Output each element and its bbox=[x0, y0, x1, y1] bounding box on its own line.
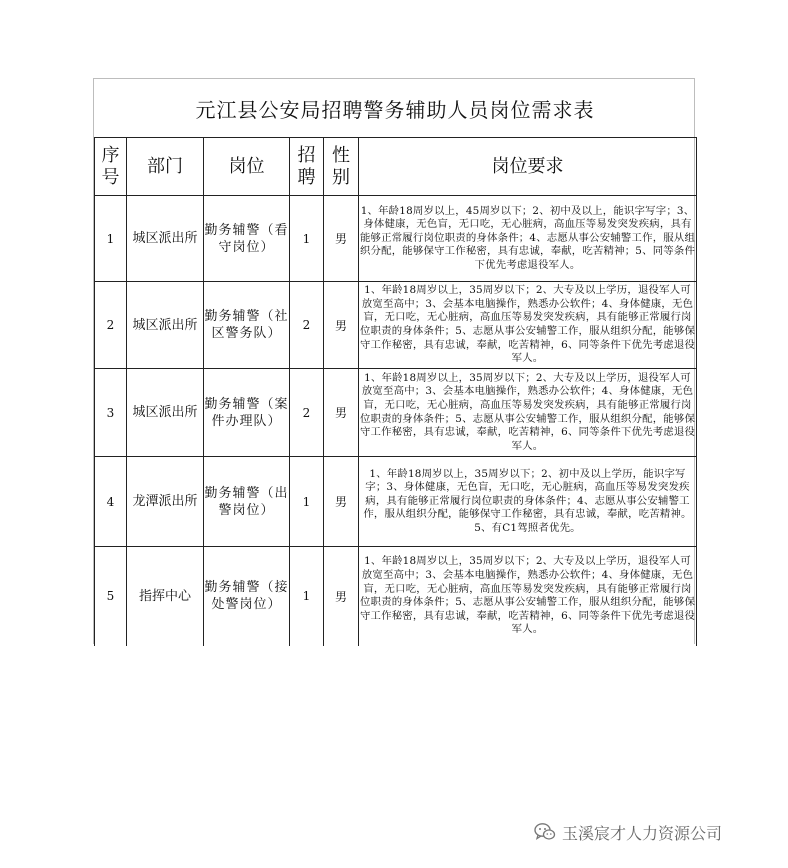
cell-requirements: 1、年龄18周岁以上，35周岁以下；2、初中及以上学历，能识字写字；3、身体健康，无色盲，无口吃，无心脏病，高血压等易发突发疾病，具有能够正常履行岗位职责的身体条件；4、志愿从事公安辅警工作，服从组织分配，能够保守工作秘密，具有忠诚，奉献，吃苦精神。5、有C1驾照者优先。 bbox=[359, 457, 697, 547]
header-dept: 部门 bbox=[127, 138, 204, 196]
cell-position: 勤务辅警（看守岗位） bbox=[204, 196, 290, 282]
cell-sex: 男 bbox=[324, 547, 359, 646]
cell-no: 1 bbox=[95, 196, 127, 282]
cell-no: 3 bbox=[95, 369, 127, 457]
cell-count: 2 bbox=[290, 369, 324, 457]
cell-no: 2 bbox=[95, 282, 127, 369]
table-row bbox=[95, 196, 697, 282]
cell-sex: 男 bbox=[324, 369, 359, 457]
watermark-text: 玉溪宸才人力资源公司 bbox=[562, 823, 723, 843]
cell-dept: 城区派出所 bbox=[127, 369, 204, 457]
table-row bbox=[95, 282, 697, 369]
cell-count: 1 bbox=[290, 196, 324, 282]
cell-requirements: 1、年龄18周岁以上，35周岁以下；2、大专及以上学历，退役军人可放宽至高中；3、会基本电脑操作，熟悉办公软件；4、身体健康，无色盲，无口吃，无心脏病，高血压等易发突发疾病，具有能够正常履行岗位职责的身体条件；5、志愿从事公安辅警工作，服从组织分配，能够保守工作秘密，具有忠诚，奉献，吃苦精神，6、同等条件下优先考虑退役军人。 bbox=[359, 282, 697, 369]
header-recruit: 招聘 bbox=[290, 138, 324, 196]
cell-position: 勤务辅警（出警岗位） bbox=[204, 457, 290, 547]
cell-position: 勤务辅警（案件办理队） bbox=[204, 369, 290, 457]
table-header-row bbox=[95, 138, 697, 196]
watermark bbox=[534, 820, 722, 844]
cell-sex: 男 bbox=[324, 457, 359, 547]
cell-position: 勤务辅警（社区警务队） bbox=[204, 282, 290, 369]
cell-no: 4 bbox=[95, 457, 127, 547]
table-row bbox=[95, 369, 697, 457]
document-title: 元江县公安局招聘警务辅助人员岗位需求表 bbox=[195, 97, 595, 122]
table-row bbox=[95, 457, 697, 547]
cell-no: 5 bbox=[95, 547, 127, 646]
header-position: 岗位 bbox=[204, 138, 290, 196]
header-sex: 性别 bbox=[324, 138, 359, 196]
cell-requirements: 1、年龄18周岁以上，35周岁以下；2、大专及以上学历，退役军人可放宽至高中；3、会基本电脑操作，熟悉办公软件；4、身体健康，无色盲，无口吃，无心脏病，高血压等易发突发疾病，具有能够正常履行岗位职责的身体条件；5、志愿从事公安辅警工作，服从组织分配，能够保守工作秘密，具有忠诚，奉献，吃苦精神，6、同等条件下优先考虑退役军人。 bbox=[359, 547, 697, 646]
cell-dept: 指挥中心 bbox=[127, 547, 204, 646]
cell-position: 勤务辅警（接处警岗位） bbox=[204, 547, 290, 646]
header-no: 序号 bbox=[95, 138, 127, 196]
cell-sex: 男 bbox=[324, 282, 359, 369]
wechat-icon bbox=[534, 822, 556, 842]
cell-requirements: 1、年龄18周岁以上，35周岁以下；2、大专及以上学历，退役军人可放宽至高中；3、会基本电脑操作，熟悉办公软件；4、身体健康，无色盲，无口吃，无心脏病，高血压等易发突发疾病，具有能够正常履行岗位职责的身体条件；5、志愿从事公安辅警工作，服从组织分配，能够保守工作秘密，具有忠诚，奉献，吃苦精神，6、同等条件下优先考虑退役军人。 bbox=[359, 369, 697, 457]
cell-dept: 城区派出所 bbox=[127, 282, 204, 369]
requirements-table bbox=[94, 137, 697, 646]
cell-count: 2 bbox=[290, 282, 324, 369]
cell-dept: 龙潭派出所 bbox=[127, 457, 204, 547]
document-sheet bbox=[93, 78, 695, 644]
cell-sex: 男 bbox=[324, 196, 359, 282]
cell-requirements: 1、年龄18周岁以上，45周岁以下；2、初中及以上，能识字写字；3、身体健康，无色盲，无口吃，无心脏病，高血压等易发突发疾病，具有能够正常履行岗位职责的身体条件；4、志愿从事公安辅警工作，服从组织分配，能够保守工作秘密，具有忠诚，奉献，吃苦精神；5、同等条件下优先考虑退役军人。 bbox=[359, 196, 697, 282]
header-requirements: 岗位要求 bbox=[359, 138, 697, 196]
cell-count: 1 bbox=[290, 457, 324, 547]
cell-dept: 城区派出所 bbox=[127, 196, 204, 282]
table-row bbox=[95, 547, 697, 646]
cell-count: 1 bbox=[290, 547, 324, 646]
